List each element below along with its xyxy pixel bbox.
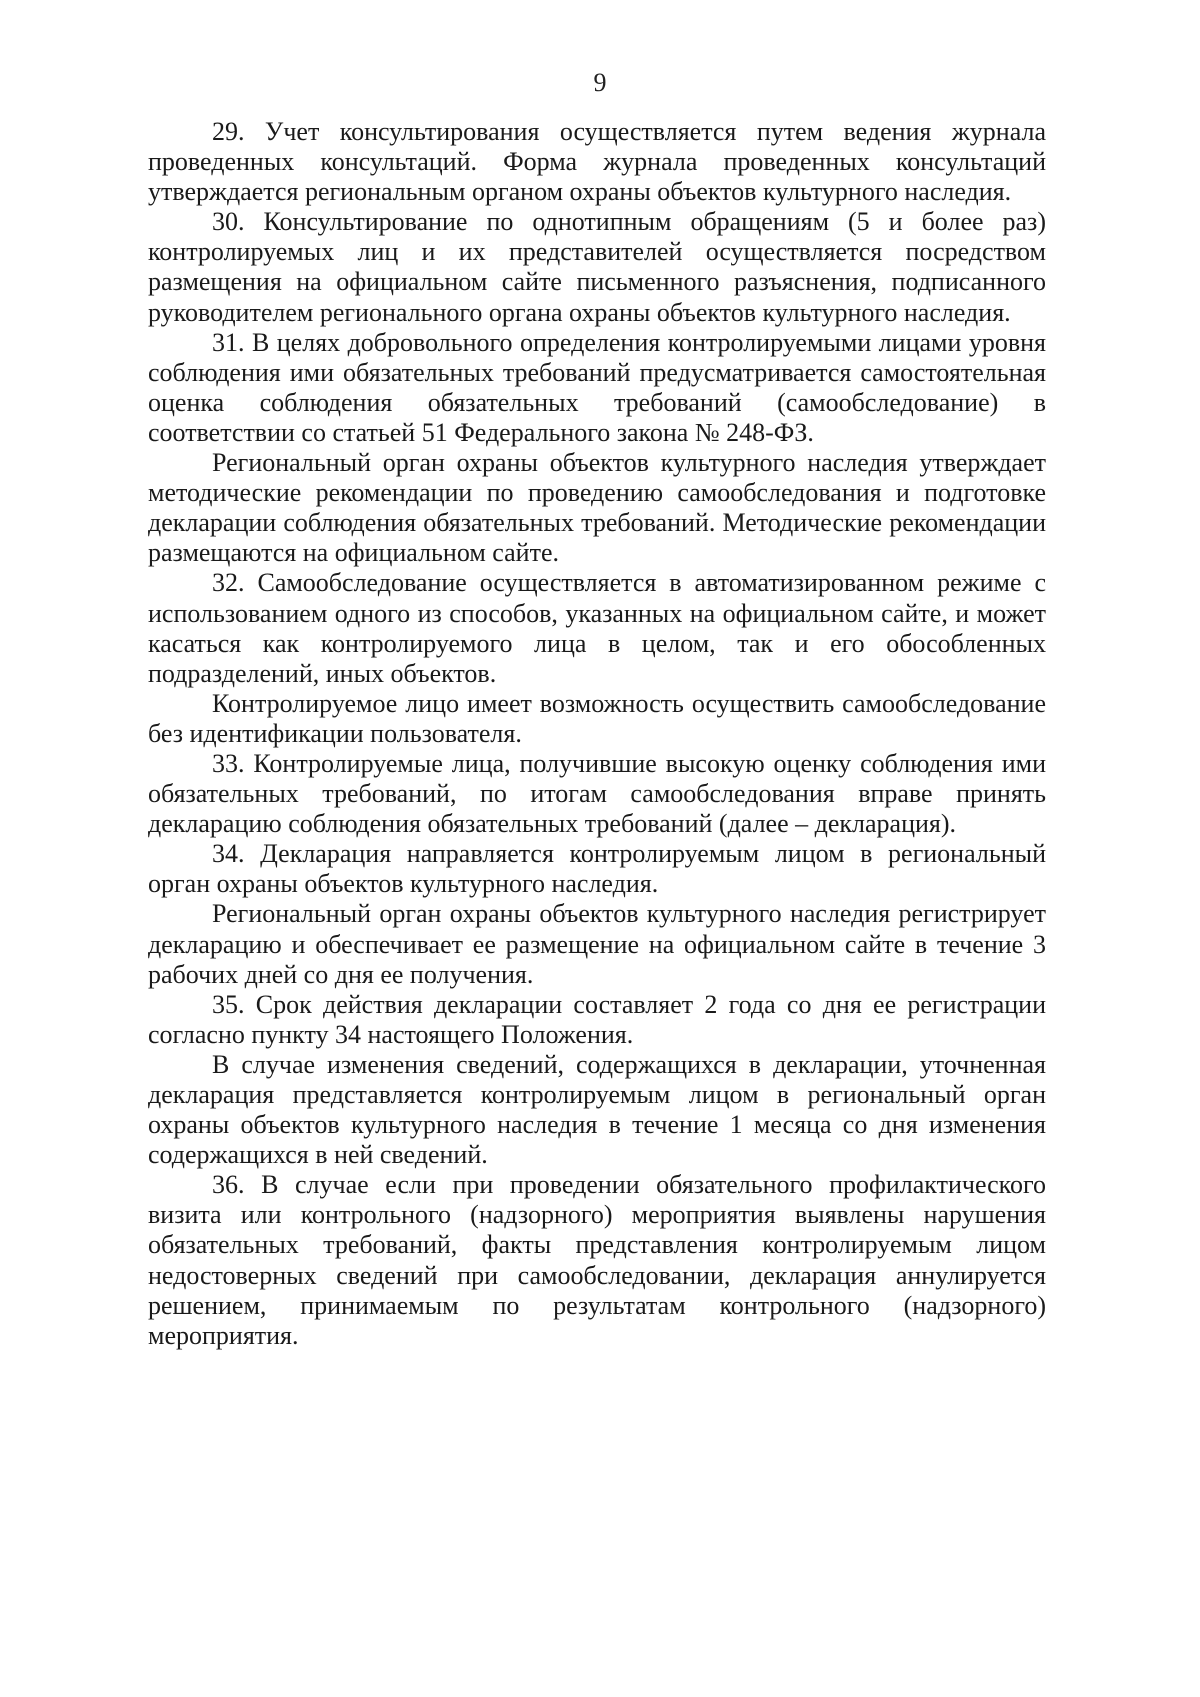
- paragraph-30: 30. Консультирование по однотипным обращениям (5 и более раз) контролируемых лиц и их представителей осуществляется посредством размещения на официальном сайте письменного разъяснения, подписанного руководителем регионального органа охраны объектов культурного наследия.: [148, 207, 1046, 327]
- paragraph-32-continuation: Контролируемое лицо имеет возможность осуществить самообследование без идентификации пользователя.: [148, 688, 1046, 748]
- paragraph-35-continuation: В случае изменения сведений, содержащихся в декларации, уточненная декларация представляется контролируемым лицом в региональный орган охраны объектов культурного наследия в течение 1 месяца со дня изменения содержащихся в ней сведений.: [148, 1049, 1046, 1170]
- page-number: 9: [593, 68, 607, 97]
- paragraph-35: 35. Срок действия декларации составляет 2 года со дня ее регистрации согласно пункту 34 настоящего Положения.: [148, 989, 1046, 1049]
- paragraph-31-continuation: Региональный орган охраны объектов культурного наследия утверждает методические рекомендации по проведению самообследования и подготовке декларации соблюдения обязательных требований. Методические рекомендации размещаются на официальном сайте.: [148, 448, 1046, 568]
- paragraph-36: 36. В случае если при проведении обязательного профилактического визита или контрольного (надзорного) мероприятия выявлены нарушения обязательных требований, факты представления контролируемым лицом недостоверных сведений при самообследовании, декларация аннулируется решением, принимаемым по результатам контрольного (надзорного) мероприятия.: [148, 1170, 1046, 1350]
- paragraph-33: 33. Контролируемые лица, получившие высокую оценку соблюдения ими обязательных требований, по итогам самообследования вправе принять декларацию соблюдения обязательных требований (далее – декларация).: [148, 748, 1046, 839]
- paragraph-34-continuation: Региональный орган охраны объектов культурного наследия регистрирует декларацию и обеспечивает ее размещение на официальном сайте в течение 3 рабочих дней со дня ее получения.: [148, 899, 1046, 989]
- paragraph-31: 31. В целях добровольного определения контролируемыми лицами уровня соблюдения ими обязательных требований предусматривается самостоятельная оценка соблюдения обязательных требований (самообследование) в соответствии со статьей 51 Федерального закона № 248-ФЗ.: [148, 327, 1046, 447]
- paragraph-29: 29. Учет консультирования осуществляется путем ведения журнала проведенных консультаций. Форма журнала проведенных консультаций утверждается региональным органом охраны объектов культурного наследия.: [148, 117, 1046, 207]
- document-body: [148, 117, 1046, 1351]
- paragraph-32: 32. Самообследование осуществляется в автоматизированном режиме с использованием одного из способов, указанных на официальном сайте, и может касаться как контролируемого лица в целом, так и его обособленных подразделений, иных объектов.: [148, 568, 1046, 688]
- paragraph-34: 34. Декларация направляется контролируемым лицом в региональный орган охраны объектов культурного наследия.: [148, 839, 1046, 899]
